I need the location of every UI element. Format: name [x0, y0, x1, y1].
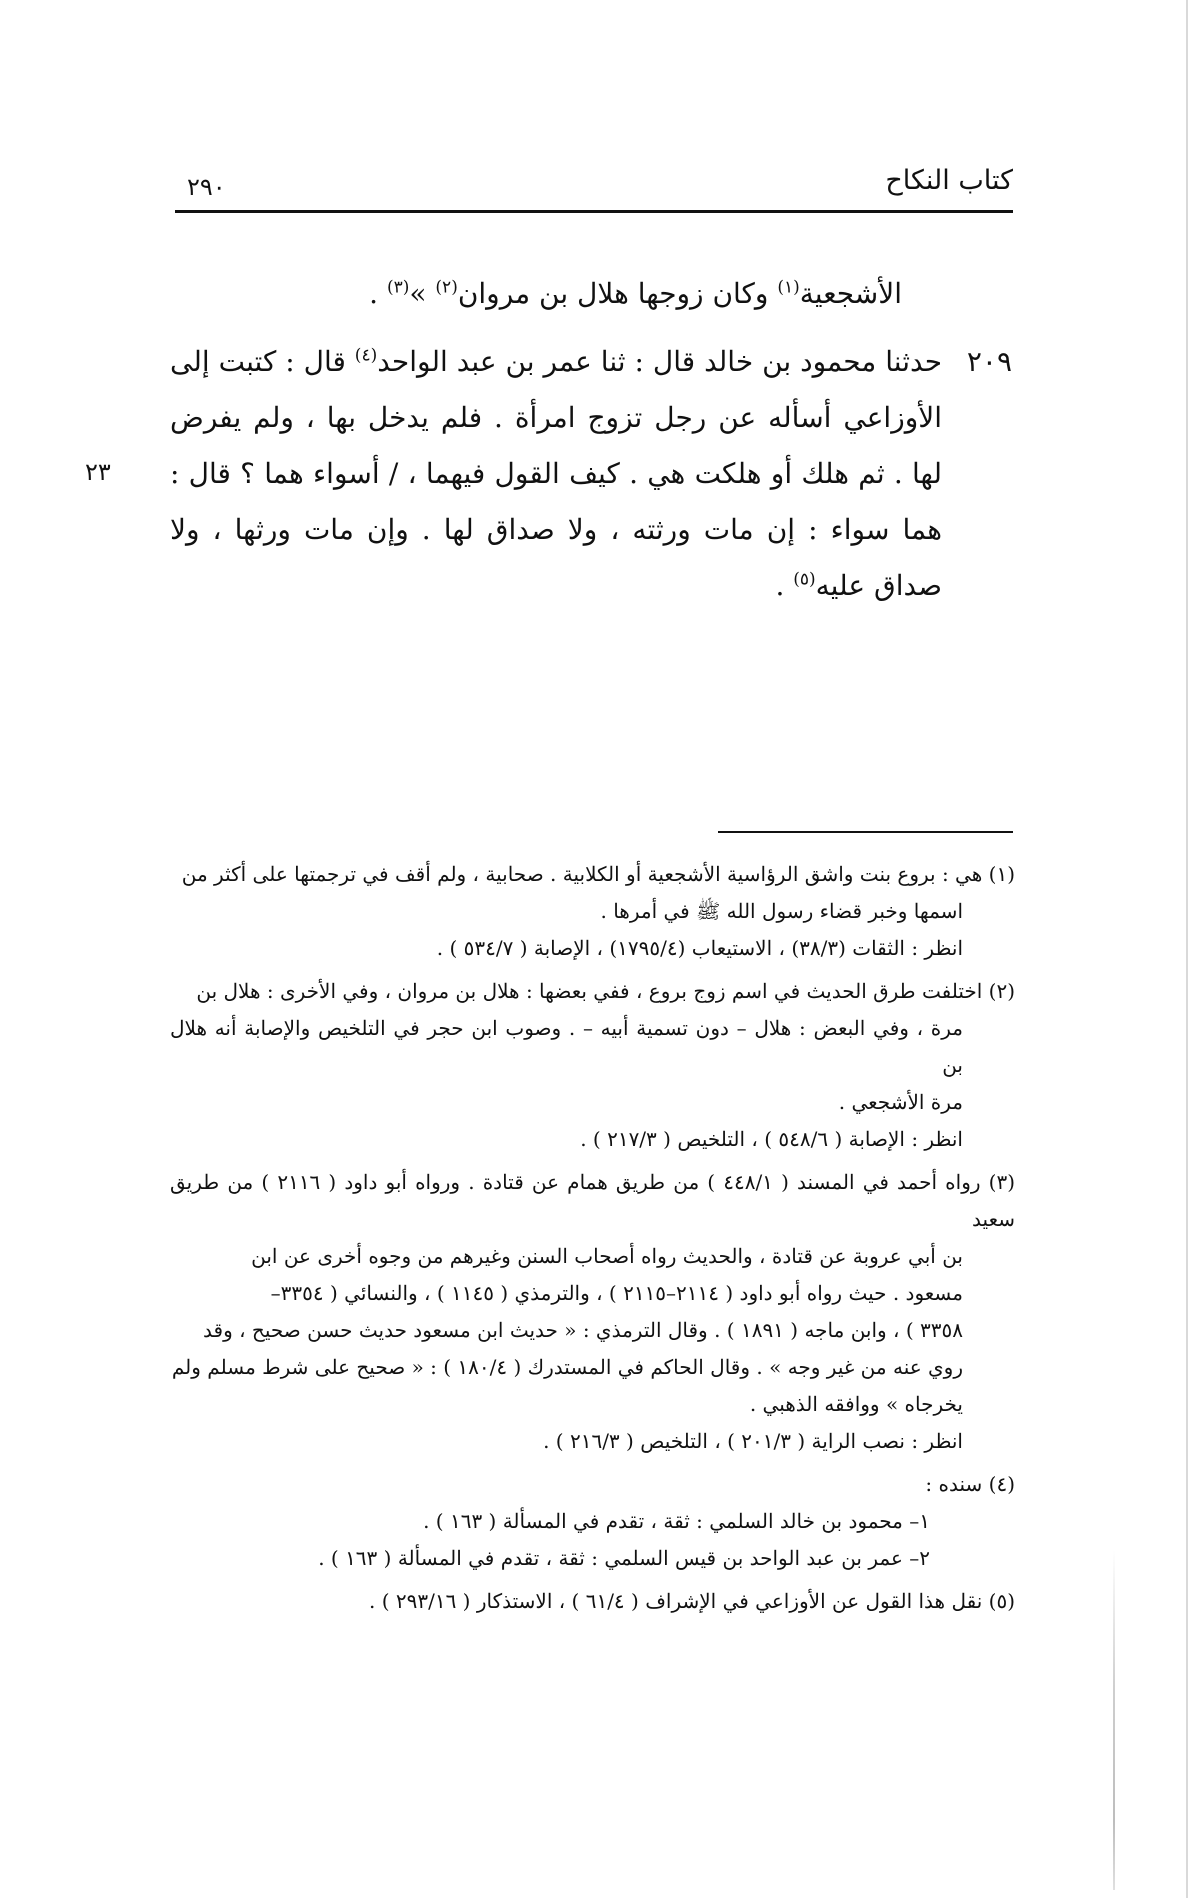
footnote-line: ٢– عمر بن عبد الواحد بن قيس السلمي : ثقة ، تقدم في المسألة ( ١٦٣ ) .	[318, 1546, 930, 1570]
footnote-2	[170, 973, 1015, 1158]
page-header	[175, 158, 1013, 208]
footnote-line: مرة الأشجعي .	[838, 1090, 963, 1114]
text-run: وكان زوجها هلال بن مروان	[457, 277, 778, 310]
text-run: قال : كتبت إلى الأوزاعي أسأله عن رجل تزوج امرأة . فلم يدخل بها ، ولم يفرض لها . ثم هلك أو هلكت هي . كيف القول فيهما ، / أسواء هما ؟ قال : هما سواء : إن مات ورثته ، ولا صداق لها . وإن مات ورثها ، ولا صداق عليه	[170, 345, 942, 602]
footnote-ref-1: (١)	[777, 277, 800, 298]
footnote-separator	[718, 831, 1013, 833]
text-run: .	[775, 569, 794, 602]
footnote-line: انظر : نصب الراية ( ٢٠١/٣ ) ، التلخيص ( ٢١٦/٣ ) .	[543, 1429, 963, 1453]
footnote-ref-5: (٥)	[793, 569, 816, 590]
opening-line	[170, 266, 1012, 322]
hadith-number: ٢٠٩	[966, 345, 1012, 378]
page-number: ٢٩٠	[187, 173, 226, 201]
footnote-line: ٣٣٥٨ ) ، وابن ماجه ( ١٨٩١ ) . وقال الترمذي : « حديث ابن مسعود حديث حسن صحيح ، وقد	[203, 1318, 963, 1342]
page-crease	[1113, 1550, 1115, 1890]
footnote-4	[170, 1466, 1015, 1577]
footnote-line: اسمها وخبر قضاء رسول الله ﷺ في أمرها .	[600, 899, 963, 923]
footnote-line: (٥) نقل هذا القول عن الأوزاعي في الإشراف ( ٦١/٤ ) ، الاستذكار ( ٢٩٣/١٦ ) .	[369, 1589, 1015, 1613]
footnote-line: (٢) اختلفت طرق الحديث في اسم زوج بروع ، ففي بعضها : هلال بن مروان ، وفي الأخرى : هلال بن	[196, 979, 1015, 1003]
text-run: .	[369, 277, 387, 310]
quote-close: »	[409, 277, 436, 310]
footnotes	[170, 856, 1015, 1626]
text-run: حدثنا محمود بن خالد قال : ثنا عمر بن عبد الواحد	[377, 345, 943, 378]
footnote-line: مسعود . حيث رواه أبو داود ( ٢١١٤–٢١١٥ ) ، والترمذي ( ١١٤٥ ) ، والنسائي ( ٣٣٥٤–	[270, 1281, 963, 1305]
footnote-line: انظر : الثقات (٣٨/٣) ، الاستيعاب (١٧٩٥/٤) ، الإصابة ( ٥٣٤/٧ ) .	[436, 936, 963, 960]
footnote-ref-2: (٢)	[435, 277, 458, 298]
chapter-title: كتاب النكاح	[885, 165, 1013, 196]
header-rule	[175, 210, 1013, 213]
main-text	[170, 266, 1012, 614]
footnote-line: (٣) رواه أحمد في المسند ( ٤٤٨/١ ) من طريق همام عن قتادة . ورواه أبو داود ( ٢١١٦ ) من طريق سعيد	[170, 1170, 1016, 1231]
footnote-line: (١) هي : بروع بنت واشق الرؤاسية الأشجعية أو الكلابية . صحابية ، ولم أقف في ترجمتها على أكثر من	[181, 862, 1015, 886]
footnote-line: روي عنه من غير وجه » . وقال الحاكم في المستدرك ( ١٨٠/٤ ) : « صحيح على شرط مسلم ولم	[171, 1355, 963, 1379]
footnote-line: بن أبي عروبة عن قتادة ، والحديث رواه أصحاب السنن وغيرهم من وجوه أخرى عن ابن	[251, 1244, 963, 1268]
footnote-5	[170, 1583, 1015, 1620]
footnote-ref-3: (٣)	[386, 277, 410, 298]
hadith-paragraph	[170, 334, 1012, 614]
text-run: الأشجعية	[799, 277, 902, 310]
page-edge	[1186, 0, 1188, 1898]
footnote-line: انظر : الإصابة ( ٥٤٨/٦ ) ، التلخيص ( ٢١٧/٣ ) .	[580, 1127, 963, 1151]
footnote-3	[170, 1164, 1015, 1460]
footnote-1	[170, 856, 1015, 967]
footnote-line: ١– محمود بن خالد السلمي : ثقة ، تقدم في المسألة ( ١٦٣ ) .	[423, 1509, 930, 1533]
footnote-line: يخرجاه » ووافقه الذهبي .	[749, 1392, 963, 1416]
footnote-line: مرة ، وفي البعض : هلال – دون تسمية أبيه – . وصوب ابن حجر في التلخيص والإصابة أنه هلال بن	[170, 1016, 963, 1077]
footnote-line: (٤) سنده :	[925, 1472, 1015, 1496]
footnote-ref-4: (٤)	[354, 345, 378, 366]
manuscript-folio-note: ٢٣	[85, 458, 111, 486]
